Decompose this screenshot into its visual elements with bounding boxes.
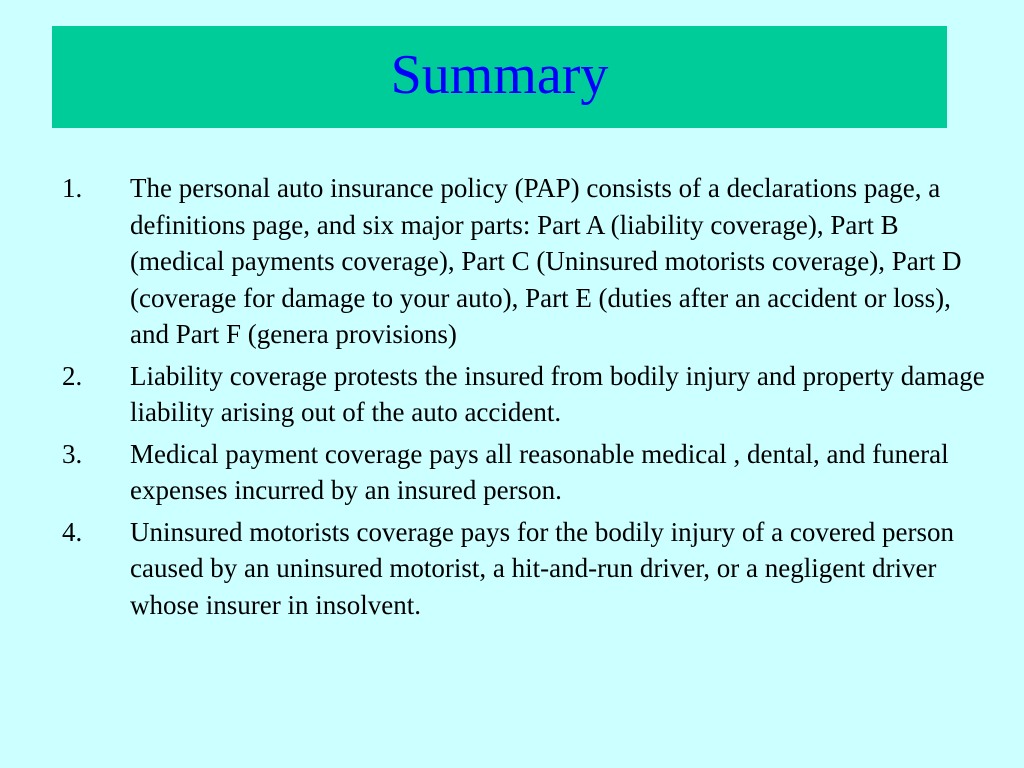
list-item (62, 514, 992, 624)
list-item-number: 2. (62, 360, 83, 391)
list-item-number: 3. (62, 438, 83, 469)
list-item-number: 4. (62, 516, 83, 547)
list-item (62, 358, 992, 431)
list-item-text: The personal auto insurance policy (PAP) consists of a declarations page, a definitions page, and six major parts: Part A (liability coverage), Part B (medical payments coverage), Part C (Uninsured motorists coverage), Part D (coverage for damage to your auto), Part E (duties after an accident or loss), and Part F (genera provisions) (130, 173, 962, 349)
list-item-text: Liability coverage protests the insured from bodily injury and property damage liability arising out of the auto accident. (130, 360, 985, 427)
summary-list (62, 170, 992, 628)
list-item-text: Uninsured motorists coverage pays for the bodily injury of a covered person caused by an uninsured motorist, a hit-and-run driver, or a negligent driver whose insurer in insolvent. (130, 516, 955, 620)
list-item (62, 170, 992, 353)
slide-title: Summary (390, 44, 609, 106)
list-item-text: Medical payment coverage pays all reasonable medical , dental, and funeral expenses incurred by an insured person. (130, 438, 949, 505)
list-item (62, 436, 992, 509)
list-item-number: 1. (62, 173, 83, 203)
title-bar (52, 26, 947, 128)
